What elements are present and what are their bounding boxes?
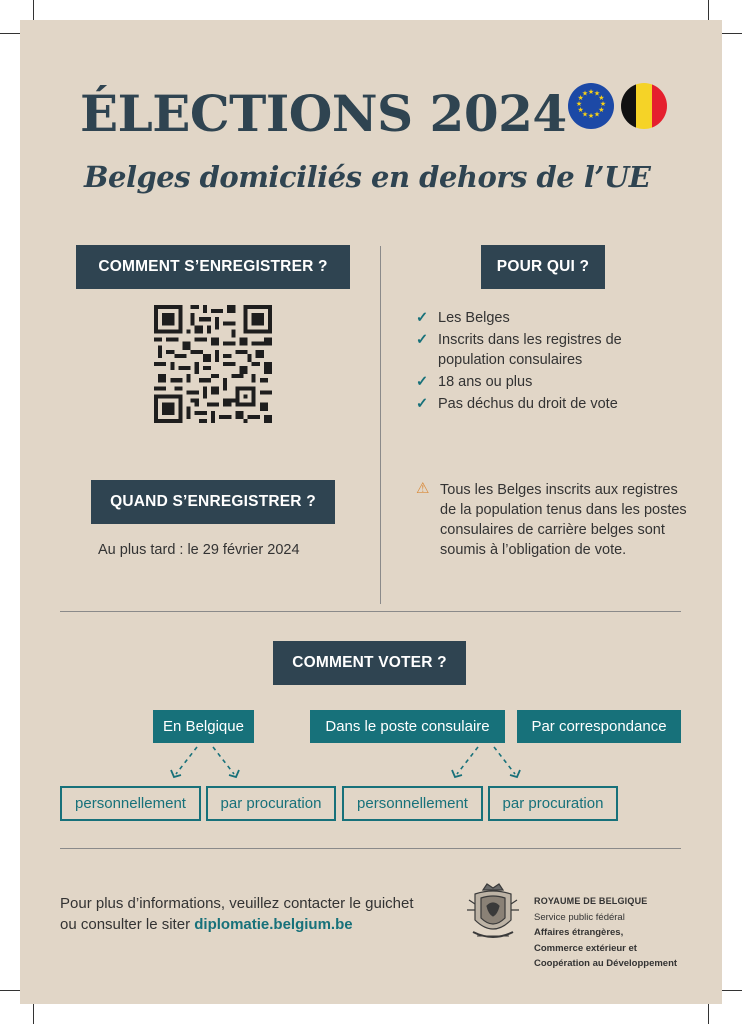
registration-deadline: Au plus tard : le 29 février 2024: [98, 542, 300, 558]
svg-text:★: ★: [593, 89, 601, 98]
crop-mark: [722, 990, 742, 991]
belgium-flag-icon: [621, 83, 667, 129]
qr-code[interactable]: [154, 305, 272, 423]
list-item: ✓ Inscrits dans les registres de population consulaires: [416, 332, 622, 368]
column-divider: [380, 246, 381, 604]
list-item: ✓ 18 ans ou plus: [416, 374, 533, 390]
method-by-mail[interactable]: Par correspondance: [517, 710, 681, 743]
crop-mark: [722, 33, 742, 34]
check-icon: ✓: [416, 310, 429, 326]
option-in-person[interactable]: personnellement: [60, 786, 201, 821]
option-in-person[interactable]: personnellement: [342, 786, 483, 821]
svg-text:★: ★: [577, 94, 584, 102]
eu-flag-icon: [568, 83, 614, 129]
eligibility-list: [416, 308, 678, 416]
svg-text:★: ★: [581, 89, 589, 98]
svg-text:★: ★: [587, 112, 595, 120]
svg-text:★: ★: [598, 106, 605, 114]
how-to-vote-heading: COMMENT VOTER ?: [273, 641, 466, 685]
crop-mark: [0, 990, 20, 991]
check-icon: ✓: [416, 374, 429, 390]
svg-text:★: ★: [577, 106, 584, 114]
svg-text:★: ★: [587, 88, 595, 96]
option-by-proxy[interactable]: par procuration: [488, 786, 618, 821]
crop-mark: [33, 0, 34, 20]
page-title: ÉLECTIONS 2024: [80, 84, 567, 143]
voting-obligation-notice: ⚠ Tous les Belges inscrits aux registres de la population tenus dans les postes consulaires de carrière belges sont soumis à l’obligation de vote.: [416, 480, 687, 558]
svg-text:★: ★: [598, 94, 605, 102]
crop-mark: [708, 0, 709, 20]
crop-mark: [0, 33, 20, 34]
crop-mark: [708, 1004, 709, 1024]
warning-icon: ⚠: [416, 480, 430, 497]
poster: [20, 20, 722, 1004]
svg-text:★: ★: [593, 110, 601, 119]
section-divider: [60, 611, 681, 612]
option-by-proxy[interactable]: par procuration: [206, 786, 336, 821]
belgian-coat-of-arms: [463, 880, 523, 948]
more-info-text: Pour plus d’informations, veuillez contacter le guichet ou consulter le siter diplomatie.belgium.be: [60, 895, 414, 933]
check-icon: ✓: [416, 396, 429, 412]
crop-mark: [33, 1004, 34, 1024]
who-heading: POUR QUI ?: [481, 245, 605, 289]
website-link[interactable]: diplomatie.belgium.be: [194, 916, 353, 933]
check-icon: ✓: [416, 332, 429, 348]
page-subtitle: Belges domiciliés en dehors de l’UE: [84, 160, 651, 194]
list-item: ✓ Les Belges: [416, 310, 510, 326]
svg-text:★: ★: [581, 110, 589, 119]
svg-text:★: ★: [599, 100, 607, 108]
list-item: ✓ Pas déchus du droit de vote: [416, 396, 618, 412]
method-in-belgium[interactable]: En Belgique: [153, 710, 254, 743]
svg-text:★: ★: [575, 100, 583, 108]
ministry-identity: ROYAUME DE BELGIQUE Service public fédéral Affaires étrangères, Commerce extérieur et Coopération au Développement: [534, 896, 678, 969]
how-to-register-heading: COMMENT S’ENREGISTRER ?: [76, 245, 350, 289]
section-divider: [60, 848, 681, 849]
method-consular-post[interactable]: Dans le poste consulaire: [310, 710, 505, 743]
when-to-register-heading: QUAND S’ENREGISTRER ?: [91, 480, 335, 524]
